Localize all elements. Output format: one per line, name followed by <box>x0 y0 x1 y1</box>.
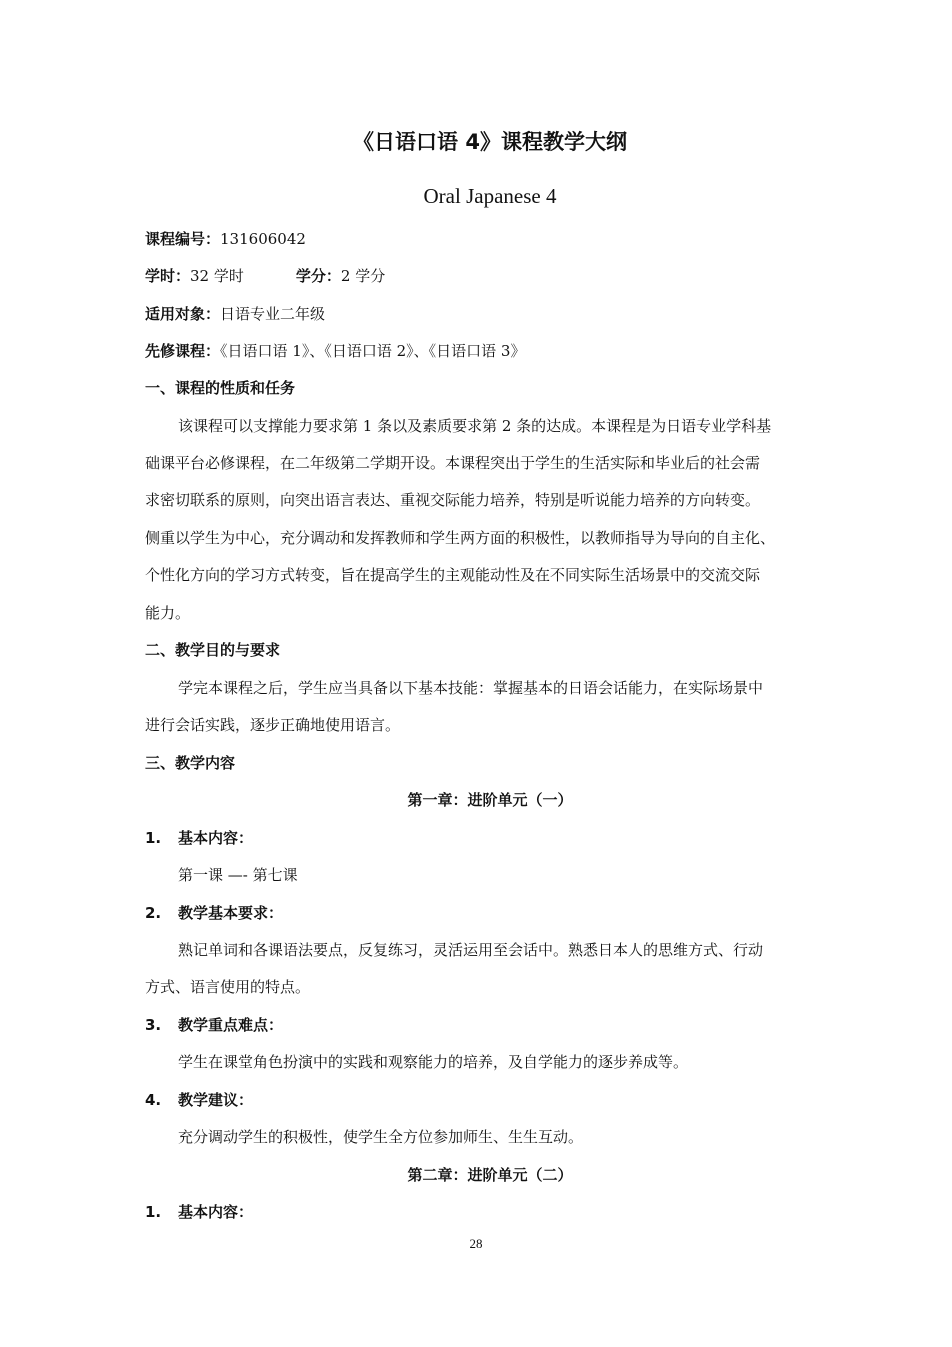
chapter-title: 第二章：进阶单元（二） <box>407 1166 573 1184</box>
item-text: 充分调动学生的积极性，使学生全方位参加师生、生生互动。 <box>178 1128 584 1146</box>
item-label: 教学基本要求： <box>178 904 284 922</box>
item-text: 熟记单词和各课语法要点，反复练习，灵活运用至会话中。熟悉日本人的思维方式、行动 <box>178 941 764 959</box>
item-heading <box>145 1015 835 1035</box>
hours-label: 学时： <box>145 267 191 285</box>
course-code-value: 131606042 <box>220 230 306 248</box>
prerequisite-label: 先修课程： <box>145 342 221 360</box>
hours-credit-line <box>145 266 835 286</box>
item-heading <box>145 828 835 848</box>
section-heading-objectives: 二、教学目的与要求 <box>145 641 281 659</box>
paragraph-line: 能力。 <box>145 604 191 622</box>
item-number: 3. <box>145 1016 162 1034</box>
credit-value: 2 学分 <box>340 267 386 285</box>
item-number: 4. <box>145 1091 162 1109</box>
item-text: 第一课 —- 第七课 <box>178 866 298 884</box>
paragraph-line: 侧重以学生为中心，充分调动和发挥教师和学生两方面的积极性，以教师指导为导向的自主化、 <box>145 529 776 547</box>
item-number: 2. <box>145 904 162 922</box>
page-subtitle: Oral Japanese 4 <box>423 184 557 208</box>
item-heading <box>145 1090 835 1110</box>
prerequisite-value: 《日语口语 1》、《日语口语 2》、《日语口语 3》 <box>220 342 526 360</box>
item-label: 教学重点难点： <box>178 1016 284 1034</box>
section-heading-content: 三、教学内容 <box>145 754 236 772</box>
item-number: 1. <box>145 1203 162 1221</box>
prerequisite-line <box>145 341 835 361</box>
paragraph-line: 学完本课程之后，学生应当具备以下基本技能：掌握基本的日语会话能力，在实际场景中 <box>178 679 764 697</box>
credit-label: 学分： <box>295 267 341 285</box>
hours-value: 32 学时 <box>190 267 244 285</box>
section-heading-nature: 一、课程的性质和任务 <box>145 379 296 397</box>
item-heading <box>145 903 835 923</box>
item-number: 1. <box>145 829 162 847</box>
item-text: 方式、语言使用的特点。 <box>145 978 311 996</box>
course-code-label: 课程编号： <box>145 230 221 248</box>
audience-label: 适用对象： <box>145 305 221 323</box>
paragraph-line: 进行会话实践，逐步正确地使用语言。 <box>145 716 401 734</box>
item-label: 教学建议： <box>178 1091 254 1109</box>
paragraph-line: 础课平台必修课程，在二年级第二学期开设。本课程突出于学生的生活实际和毕业后的社会需 <box>145 454 761 472</box>
paragraph-line: 该课程可以支撑能力要求第 1 条以及素质要求第 2 条的达成。本课程是为日语专业学科基 <box>178 417 772 435</box>
item-label: 基本内容： <box>178 1203 254 1221</box>
audience-value: 日语专业二年级 <box>220 305 326 323</box>
item-label: 基本内容： <box>178 829 254 847</box>
paragraph-line: 个性化方向的学习方式转变，旨在提高学生的主观能动性及在不同实际生活场景中的交流交际 <box>145 566 761 584</box>
item-text: 学生在课堂角色扮演中的实践和观察能力的培养，及自学能力的逐步养成等。 <box>178 1053 689 1071</box>
item-heading <box>145 1202 835 1222</box>
paragraph-line: 求密切联系的原则，向突出语言表达、重视交际能力培养，特别是听说能力培养的方向转变。 <box>145 491 761 509</box>
chapter-title: 第一章：进阶单元（一） <box>407 791 573 809</box>
page-number: 28 <box>469 1236 483 1251</box>
course-code-line <box>145 229 835 249</box>
page-title: 《日语口语 4》课程教学大纲 <box>353 130 627 154</box>
audience-line <box>145 304 835 324</box>
